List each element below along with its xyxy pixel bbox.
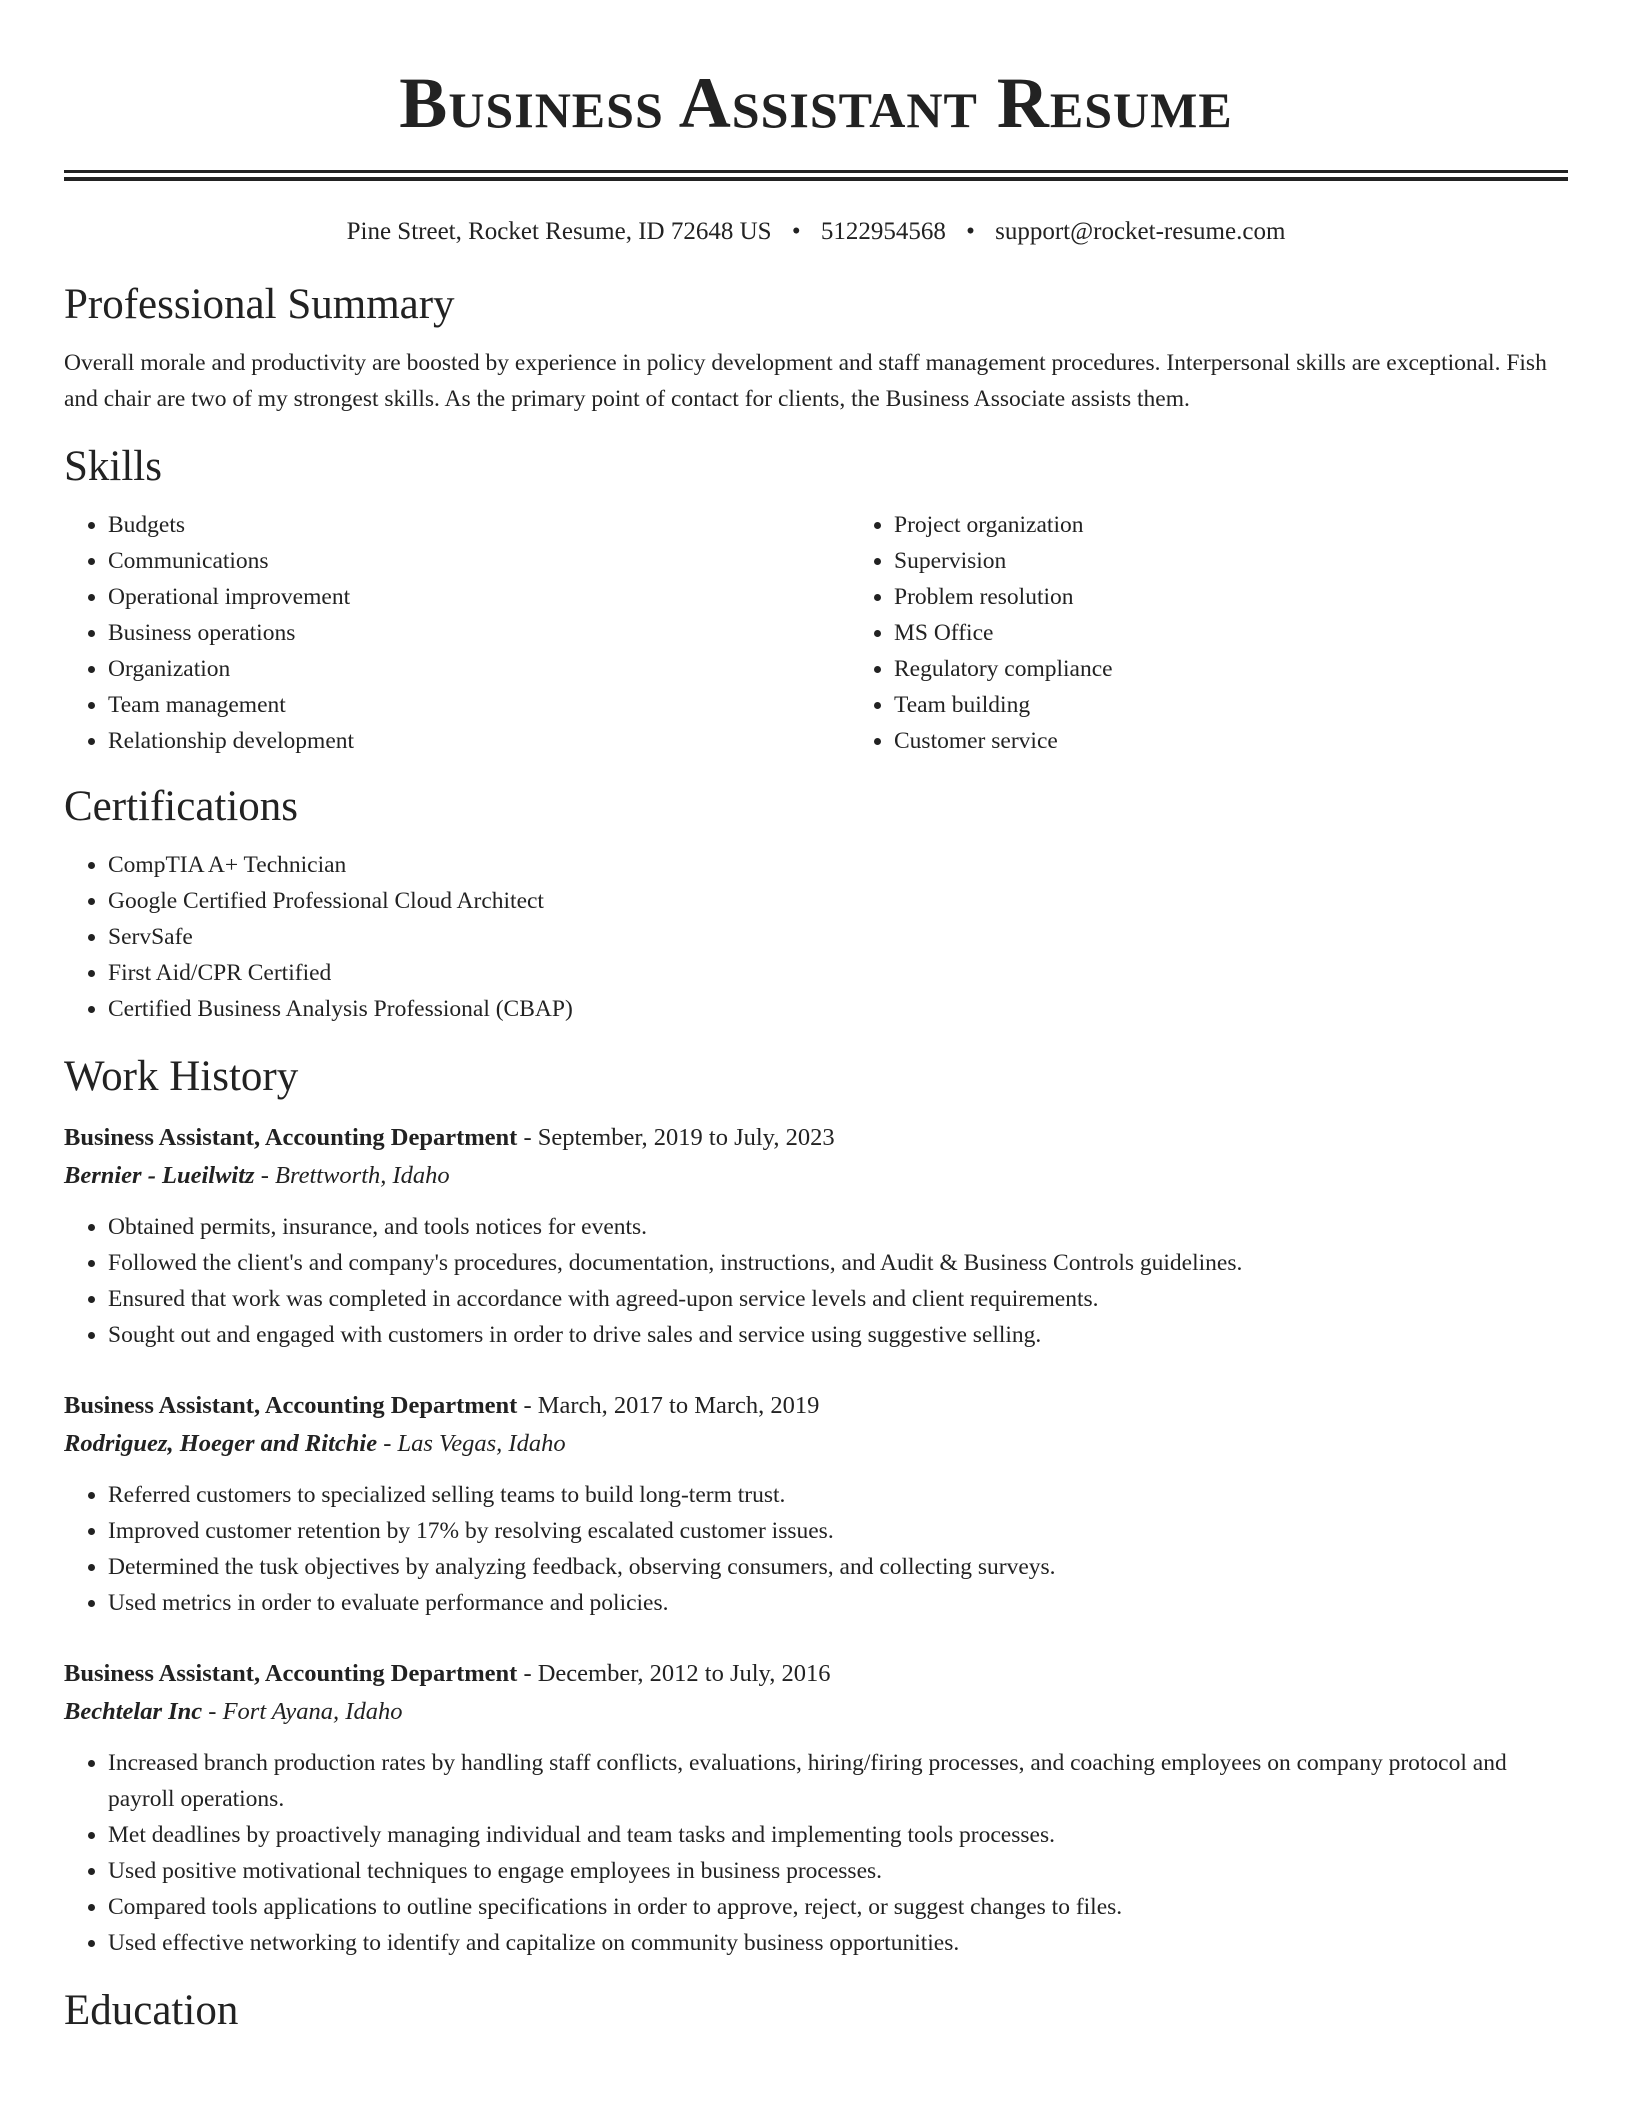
company-location: - Fort Ayana, Idaho: [202, 1698, 403, 1725]
list-item: • Compared tools applications to outline specifications in order to approve, reject, or suggest changes to files.: [108, 1889, 1568, 1925]
summary-section: [64, 277, 1568, 417]
job-bullets: [64, 1745, 1568, 1961]
work-history-section: [64, 1049, 1568, 1961]
list-item: • Google Certified Professional Cloud Architect: [108, 883, 1568, 919]
job-title-line: [64, 1655, 1568, 1693]
contact-line: [64, 215, 1568, 249]
list-item: • Increased branch production rates by handling staff conflicts, evaluations, hiring/firing processes, and coaching employees on company protocol and payroll operations.: [108, 1745, 1568, 1817]
list-item: • Used positive motivational techniques to engage employees in business processes.: [108, 1853, 1568, 1889]
contact-separator: •: [966, 218, 975, 245]
certifications-list: [64, 847, 1568, 1027]
education-section: [64, 1983, 1568, 2039]
list-item: • Operational improvement: [108, 579, 850, 615]
job-dates: - September, 2019 to July, 2023: [517, 1124, 835, 1151]
company-location: - Las Vegas, Idaho: [377, 1430, 566, 1457]
job-title-line: [64, 1119, 1568, 1157]
list-item: • Referred customers to specialized selling teams to build long-term trust.: [108, 1477, 1568, 1513]
certifications-section: [64, 779, 1568, 1027]
contact-phone: 5122954568: [820, 218, 946, 245]
education-heading: Education: [64, 1987, 239, 2034]
list-item: • Business operations: [108, 615, 850, 651]
company-line: [64, 1157, 1568, 1195]
contact-email: support@rocket-resume.com: [995, 218, 1286, 245]
list-item: • Ensured that work was completed in accordance with agreed-upon service levels and client requirements.: [108, 1281, 1568, 1317]
skills-section: [64, 439, 1568, 759]
list-item: • Sought out and engaged with customers in order to drive sales and service using suggestive selling.: [108, 1317, 1568, 1353]
company-name: Bernier - Lueilwitz: [64, 1162, 255, 1189]
list-item: • Improved customer retention by 17% by resolving escalated customer issues.: [108, 1513, 1568, 1549]
skills-columns: [64, 495, 1568, 759]
company-line: [64, 1425, 1568, 1463]
list-item: • Project organization: [894, 507, 1632, 543]
list-item: • Organization: [108, 651, 850, 687]
job-title: Business Assistant, Accounting Department: [64, 1124, 518, 1151]
company-name: Rodriguez, Hoeger and Ritchie: [64, 1430, 378, 1457]
list-item: • Relationship development: [108, 723, 850, 759]
list-item: • Team management: [108, 687, 850, 723]
job-dates: - December, 2012 to July, 2016: [517, 1660, 831, 1687]
contact-address: Pine Street, Rocket Resume, ID 72648 US: [346, 218, 772, 245]
list-item: • Communications: [108, 543, 850, 579]
skills-list-left: [64, 507, 850, 759]
summary-heading: Professional Summary: [64, 281, 455, 328]
list-item: • Determined the tusk objectives by analyzing feedback, observing consumers, and collecting surveys.: [108, 1549, 1568, 1585]
list-item: • First Aid/CPR Certified: [108, 955, 1568, 991]
company-line: [64, 1693, 1568, 1731]
list-item: • Supervision: [894, 543, 1632, 579]
title-divider: [64, 170, 1568, 181]
job-entry: [64, 1387, 1568, 1621]
list-item: • MS Office: [894, 615, 1632, 651]
job-title-line: [64, 1387, 1568, 1425]
job-title: Business Assistant, Accounting Department: [64, 1392, 518, 1419]
certifications-heading: Certifications: [64, 783, 299, 830]
list-item: • ServSafe: [108, 919, 1568, 955]
list-item: • Certified Business Analysis Professional (CBAP): [108, 991, 1568, 1027]
skills-heading: Skills: [64, 443, 162, 490]
list-item: • Used metrics in order to evaluate performance and policies.: [108, 1585, 1568, 1621]
job-bullets: [64, 1477, 1568, 1621]
summary-text: Overall morale and productivity are boosted by experience in policy development and staff management procedures. Interpersonal skills are exceptional. Fish and chair are two of my strongest skills. As the primary point of contact for clients, the Business Associate assists them.: [64, 350, 1547, 412]
company-location: - Brettworth, Idaho: [254, 1162, 450, 1189]
list-item: • Obtained permits, insurance, and tools notices for events.: [108, 1209, 1568, 1245]
list-item: • Regulatory compliance: [894, 651, 1632, 687]
job-entry: [64, 1655, 1568, 1961]
list-item: • Problem resolution: [894, 579, 1632, 615]
list-item: • Budgets: [108, 507, 850, 543]
work-history-heading: Work History: [64, 1053, 299, 1100]
job-title: Business Assistant, Accounting Department: [64, 1660, 518, 1687]
list-item: • CompTIA A+ Technician: [108, 847, 1568, 883]
skills-list-right: [850, 507, 1632, 759]
list-item: • Team building: [894, 687, 1632, 723]
job-bullets: [64, 1209, 1568, 1353]
job-entry: [64, 1119, 1568, 1353]
job-dates: - March, 2017 to March, 2019: [517, 1392, 820, 1419]
contact-separator: •: [791, 218, 801, 245]
list-item: • Customer service: [894, 723, 1632, 759]
list-item: • Followed the client's and company's procedures, documentation, instructions, and Audit & Business Controls guidelines.: [108, 1245, 1568, 1281]
list-item: • Used effective networking to identify and capitalize on community business opportunities.: [108, 1925, 1568, 1961]
list-item: • Met deadlines by proactively managing individual and team tasks and implementing tools processes.: [108, 1817, 1568, 1853]
company-name: Bechtelar Inc: [64, 1698, 203, 1725]
page-title: Business Assistant Resume: [399, 63, 1233, 143]
